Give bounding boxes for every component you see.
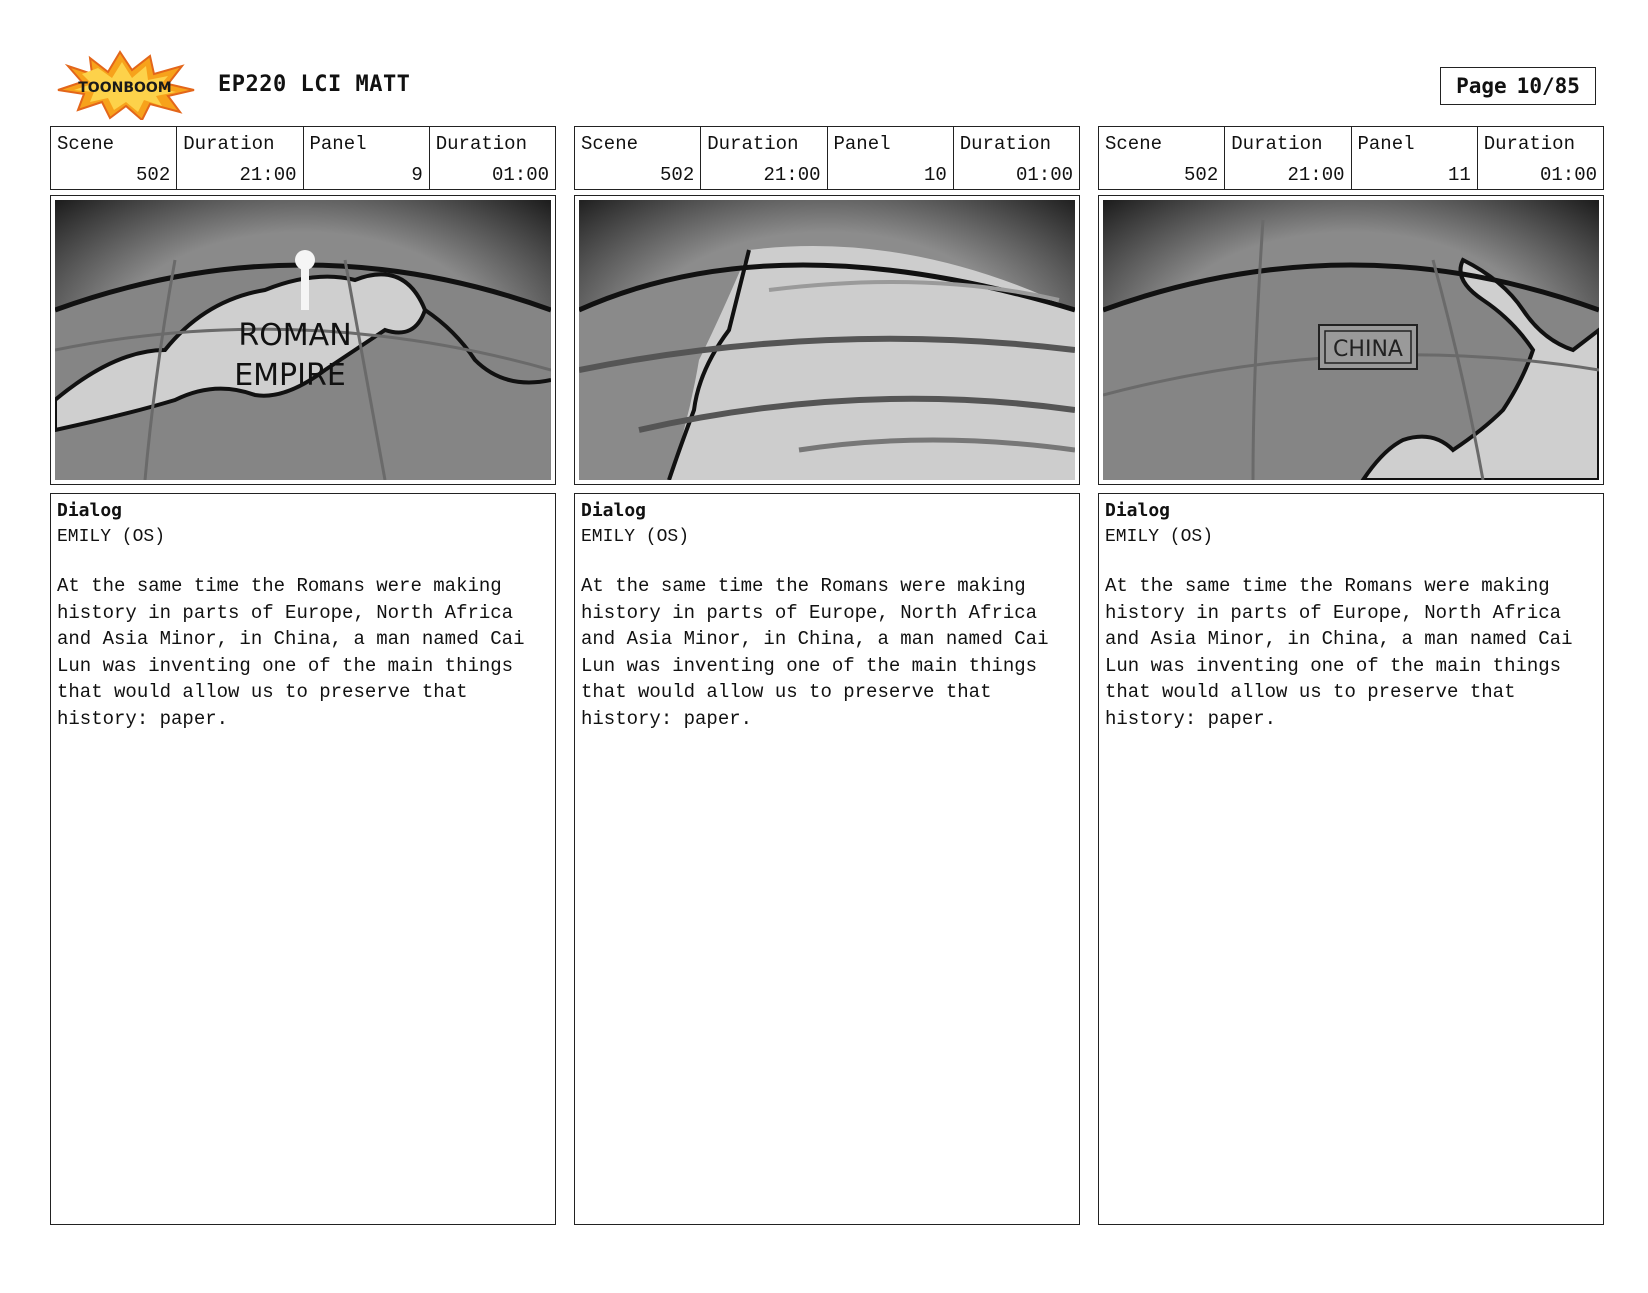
dialog-label: Dialog — [581, 500, 647, 521]
panel-label: Panel — [309, 133, 367, 155]
china-caption: CHINA — [1333, 337, 1403, 362]
toonboom-logo — [50, 50, 200, 120]
storyboard-image — [1098, 195, 1604, 485]
dialog-label: Dialog — [1105, 500, 1171, 521]
scene-label: Scene — [581, 133, 639, 155]
scene-duration: 21:00 — [1287, 164, 1345, 186]
panel-number: 11 — [1447, 164, 1471, 186]
dialog-box — [50, 493, 556, 1225]
dialog-box — [574, 493, 1080, 1225]
scene-duration: 21:00 — [763, 164, 821, 186]
duration-label: Duration — [1231, 133, 1323, 155]
panel-column-1 — [50, 126, 556, 1225]
storyboard-image — [50, 195, 556, 485]
dialog-text: At the same time the Romans were making history in parts of Europe, North Africa and Asia Minor, in China, a man named Cai Lun was inventing one of the main things that would allow us to preserve that history: paper. — [57, 575, 525, 730]
panel-duration: 01:00 — [1015, 164, 1073, 186]
dialog-text: At the same time the Romans were making history in parts of Europe, North Africa and Asia Minor, in China, a man named Cai Lun was inventing one of the main things that would allow us to preserve that history: paper. — [581, 575, 1049, 730]
panel-column-3 — [1098, 126, 1604, 1225]
roman-caption: ROMAN — [238, 318, 352, 353]
duration-label: Duration — [435, 133, 527, 155]
panel-info-table — [50, 126, 556, 190]
scene-duration-cell — [701, 127, 827, 189]
speaker-name: EMILY (OS) — [57, 527, 166, 547]
page-label: Page — [1456, 74, 1507, 98]
panel-number: 9 — [411, 164, 423, 186]
scene-label: Scene — [57, 133, 115, 155]
scene-number: 502 — [136, 164, 171, 186]
page-number: 10/85 — [1516, 74, 1580, 98]
scene-number: 502 — [1184, 164, 1219, 186]
duration-label: Duration — [707, 133, 799, 155]
panel-column-2 — [574, 126, 1080, 1225]
speaker-name: EMILY (OS) — [1105, 527, 1214, 547]
document-title: EP220 LCI MATT — [218, 72, 411, 97]
panel-info-table — [1098, 126, 1604, 190]
dialog-label: Dialog — [57, 500, 123, 521]
panel-duration: 01:00 — [491, 164, 549, 186]
panel-duration-cell — [1478, 127, 1603, 189]
scene-duration-cell — [1225, 127, 1351, 189]
scene-cell — [575, 127, 701, 189]
scene-cell — [1099, 127, 1225, 189]
scene-number: 502 — [660, 164, 695, 186]
duration-label: Duration — [183, 133, 275, 155]
scene-label: Scene — [1105, 133, 1163, 155]
globe-roman-empire-sketch — [55, 200, 551, 480]
dialog-box — [1098, 493, 1604, 1225]
scene-duration: 21:00 — [239, 164, 297, 186]
panel-number: 10 — [923, 164, 947, 186]
duration-label: Duration — [959, 133, 1051, 155]
empire-caption: EMPIRE — [234, 358, 346, 393]
scene-cell — [51, 127, 177, 189]
panel-cell — [1352, 127, 1478, 189]
globe-china-sketch — [1103, 200, 1599, 480]
scene-duration-cell — [177, 127, 303, 189]
duration-label: Duration — [1483, 133, 1575, 155]
speaker-name: EMILY (OS) — [581, 527, 690, 547]
panel-duration: 01:00 — [1539, 164, 1597, 186]
panel-info-table — [574, 126, 1080, 190]
dialog-text: At the same time the Romans were making history in parts of Europe, North Africa and Asia Minor, in China, a man named Cai Lun was inventing one of the main things that would allow us to preserve that history: paper. — [1105, 575, 1573, 730]
storyboard-image — [574, 195, 1080, 485]
globe-closeup-sketch — [579, 200, 1075, 480]
page-indicator — [1440, 67, 1596, 105]
panel-label: Panel — [833, 133, 891, 155]
logo-wordmark: TOONBOOM — [78, 80, 172, 96]
panel-duration-cell — [954, 127, 1079, 189]
panel-label: Panel — [1357, 133, 1415, 155]
panel-cell — [304, 127, 430, 189]
panel-duration-cell — [430, 127, 555, 189]
panel-cell — [828, 127, 954, 189]
